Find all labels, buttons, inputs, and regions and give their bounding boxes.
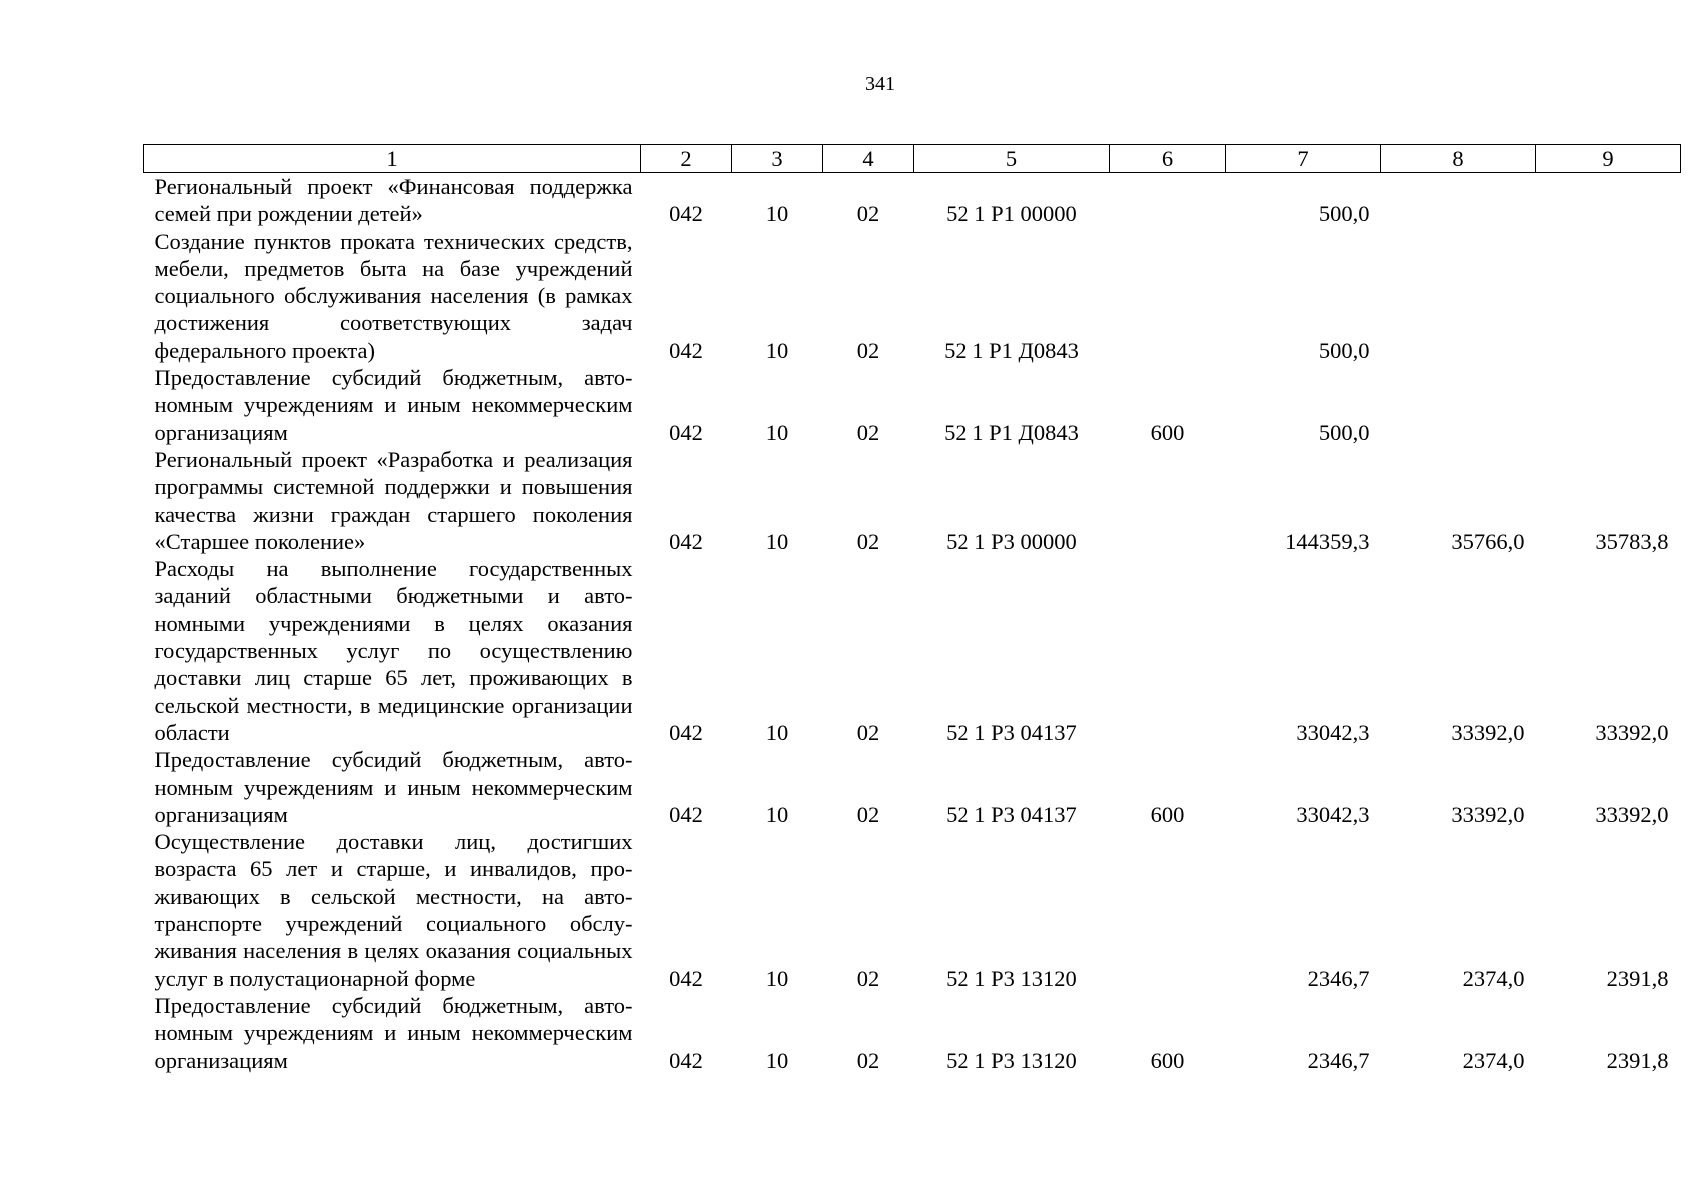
row-amount-col9 [1536, 228, 1681, 364]
row-ministry-code: 042 [669, 337, 703, 363]
row-name: Расходы на выполнение государственных заданий областными бюджетными и автономными учреждениями в целях оказания государственных услуг по осуществлению доставки лиц старше 65 лет, проживающих в сельской местности, в медицинские организации области [154, 556, 633, 745]
row-amount-col7: 33042,3 [1296, 801, 1370, 827]
row-ministry-code: 042 [669, 965, 703, 991]
header-col-2: 2 [641, 145, 732, 173]
row-amount-col9: 33392,0 [1595, 801, 1669, 827]
row-subsection-code: 02 [856, 201, 880, 227]
row-amount-col8: 33392,0 [1451, 801, 1525, 827]
row-section-code: 10 [765, 419, 789, 445]
row-name: Региональный проект «Финансовая поддержка семей при рождении детей» [154, 174, 633, 227]
row-section-code: 10 [765, 1047, 789, 1073]
row-target-code: 52 1 Р1 00000 [946, 201, 1077, 227]
row-expense-type [1110, 173, 1226, 228]
row-amount-col7: 33042,3 [1296, 719, 1370, 745]
row-amount-col8: 2374,0 [1462, 965, 1525, 991]
row-amount-col8: 35766,0 [1451, 528, 1525, 554]
row-ministry-code: 042 [669, 1047, 703, 1073]
row-name: Региональный проект «Разработка и реализация программы системной поддержки и повышения качества жизни граждан старшего поколения «Старшее поколение» [154, 446, 633, 554]
row-subsection-code: 02 [856, 1047, 880, 1073]
row-target-code: 52 1 Р3 13120 [946, 1047, 1077, 1073]
row-target-code: 52 1 Р3 04137 [946, 719, 1077, 745]
table-row [144, 446, 1681, 555]
row-target-code: 52 1 Р1 Д0843 [944, 419, 1079, 445]
row-target-code: 52 1 Р3 00000 [946, 528, 1077, 554]
header-col-8: 8 [1381, 145, 1536, 173]
row-ministry-code: 042 [669, 201, 703, 227]
row-amount-col7: 2346,7 [1307, 1047, 1370, 1073]
table-row [144, 228, 1681, 364]
header-col-6: 6 [1110, 145, 1226, 173]
row-amount-col7: 500,0 [1318, 201, 1370, 227]
row-ministry-code: 042 [669, 419, 703, 445]
row-section-code: 10 [765, 719, 789, 745]
row-expense-type [1110, 446, 1226, 555]
row-expense-type: 600 [1150, 419, 1185, 445]
header-row [144, 145, 1681, 173]
row-target-code: 52 1 Р1 Д0843 [944, 337, 1079, 363]
header-col-4: 4 [823, 145, 914, 173]
row-name: Создание пунктов проката технических средств, мебели, предметов быта на базе учреждений социального обслуживания населения (в рамках достижения соответствующих задач федерального проекта) [154, 228, 633, 363]
row-amount-col8 [1381, 364, 1536, 446]
row-subsection-code: 02 [856, 528, 880, 554]
row-section-code: 10 [765, 965, 789, 991]
row-name: Предоставление субсидий бюджетным, автономным учреждениям и иным некоммерческим организациям [154, 992, 633, 1073]
row-target-code: 52 1 Р3 04137 [946, 801, 1077, 827]
row-expense-type [1110, 828, 1226, 992]
row-section-code: 10 [765, 528, 789, 554]
table-row [144, 364, 1681, 446]
table-row [144, 555, 1681, 746]
row-name: Предоставление субсидий бюджетным, автономным учреждениям и иным некоммерческим организациям [154, 747, 633, 827]
row-expense-type [1110, 228, 1226, 364]
table-row [144, 173, 1681, 228]
table-body [144, 173, 1681, 1074]
header-col-9: 9 [1536, 145, 1681, 173]
row-subsection-code: 02 [856, 419, 880, 445]
row-subsection-code: 02 [856, 337, 880, 363]
table-row [144, 828, 1681, 992]
row-amount-col9: 35783,8 [1595, 528, 1669, 554]
row-amount-col8 [1381, 228, 1536, 364]
row-ministry-code: 042 [669, 719, 703, 745]
row-amount-col9 [1536, 364, 1681, 446]
row-amount-col7: 500,0 [1318, 337, 1370, 363]
row-amount-col7: 500,0 [1318, 419, 1370, 445]
header-col-5: 5 [914, 145, 1110, 173]
row-section-code: 10 [765, 337, 789, 363]
row-section-code: 10 [765, 201, 789, 227]
table-header [144, 145, 1681, 173]
row-subsection-code: 02 [856, 719, 880, 745]
budget-table [143, 144, 1681, 1074]
row-target-code: 52 1 Р3 13120 [946, 965, 1077, 991]
table-row [144, 746, 1681, 828]
row-ministry-code: 042 [669, 801, 703, 827]
row-amount-col8: 2374,0 [1462, 1047, 1525, 1073]
row-ministry-code: 042 [669, 528, 703, 554]
row-amount-col8 [1381, 173, 1536, 228]
row-subsection-code: 02 [856, 965, 880, 991]
table-row [144, 992, 1681, 1074]
row-amount-col9: 2391,8 [1606, 1047, 1669, 1073]
page-number: 341 [865, 73, 895, 95]
row-amount-col7: 2346,7 [1307, 965, 1370, 991]
row-name: Предоставление субсидий бюджетным, автономным учреждениям и иным некоммерческим организациям [154, 365, 633, 445]
header-col-3: 3 [732, 145, 823, 173]
row-amount-col9: 33392,0 [1595, 719, 1669, 745]
row-expense-type: 600 [1150, 801, 1185, 827]
row-expense-type [1110, 555, 1226, 746]
header-col-7: 7 [1226, 145, 1381, 173]
row-expense-type: 600 [1150, 1047, 1185, 1073]
row-amount-col9: 2391,8 [1606, 965, 1669, 991]
row-section-code: 10 [765, 801, 789, 827]
row-name: Осуществление доставки лиц, достигших возраста 65 лет и старше, и инвалидов, проживающих в сельской местности, на автотранспорте учреждений социального обслуживания населения в целях оказания социальных услуг в полустационарной форме [154, 829, 633, 991]
row-subsection-code: 02 [856, 801, 880, 827]
row-amount-col9 [1536, 173, 1681, 228]
header-col-1: 1 [144, 145, 641, 173]
row-amount-col8: 33392,0 [1451, 719, 1525, 745]
row-amount-col7: 144359,3 [1285, 528, 1370, 554]
